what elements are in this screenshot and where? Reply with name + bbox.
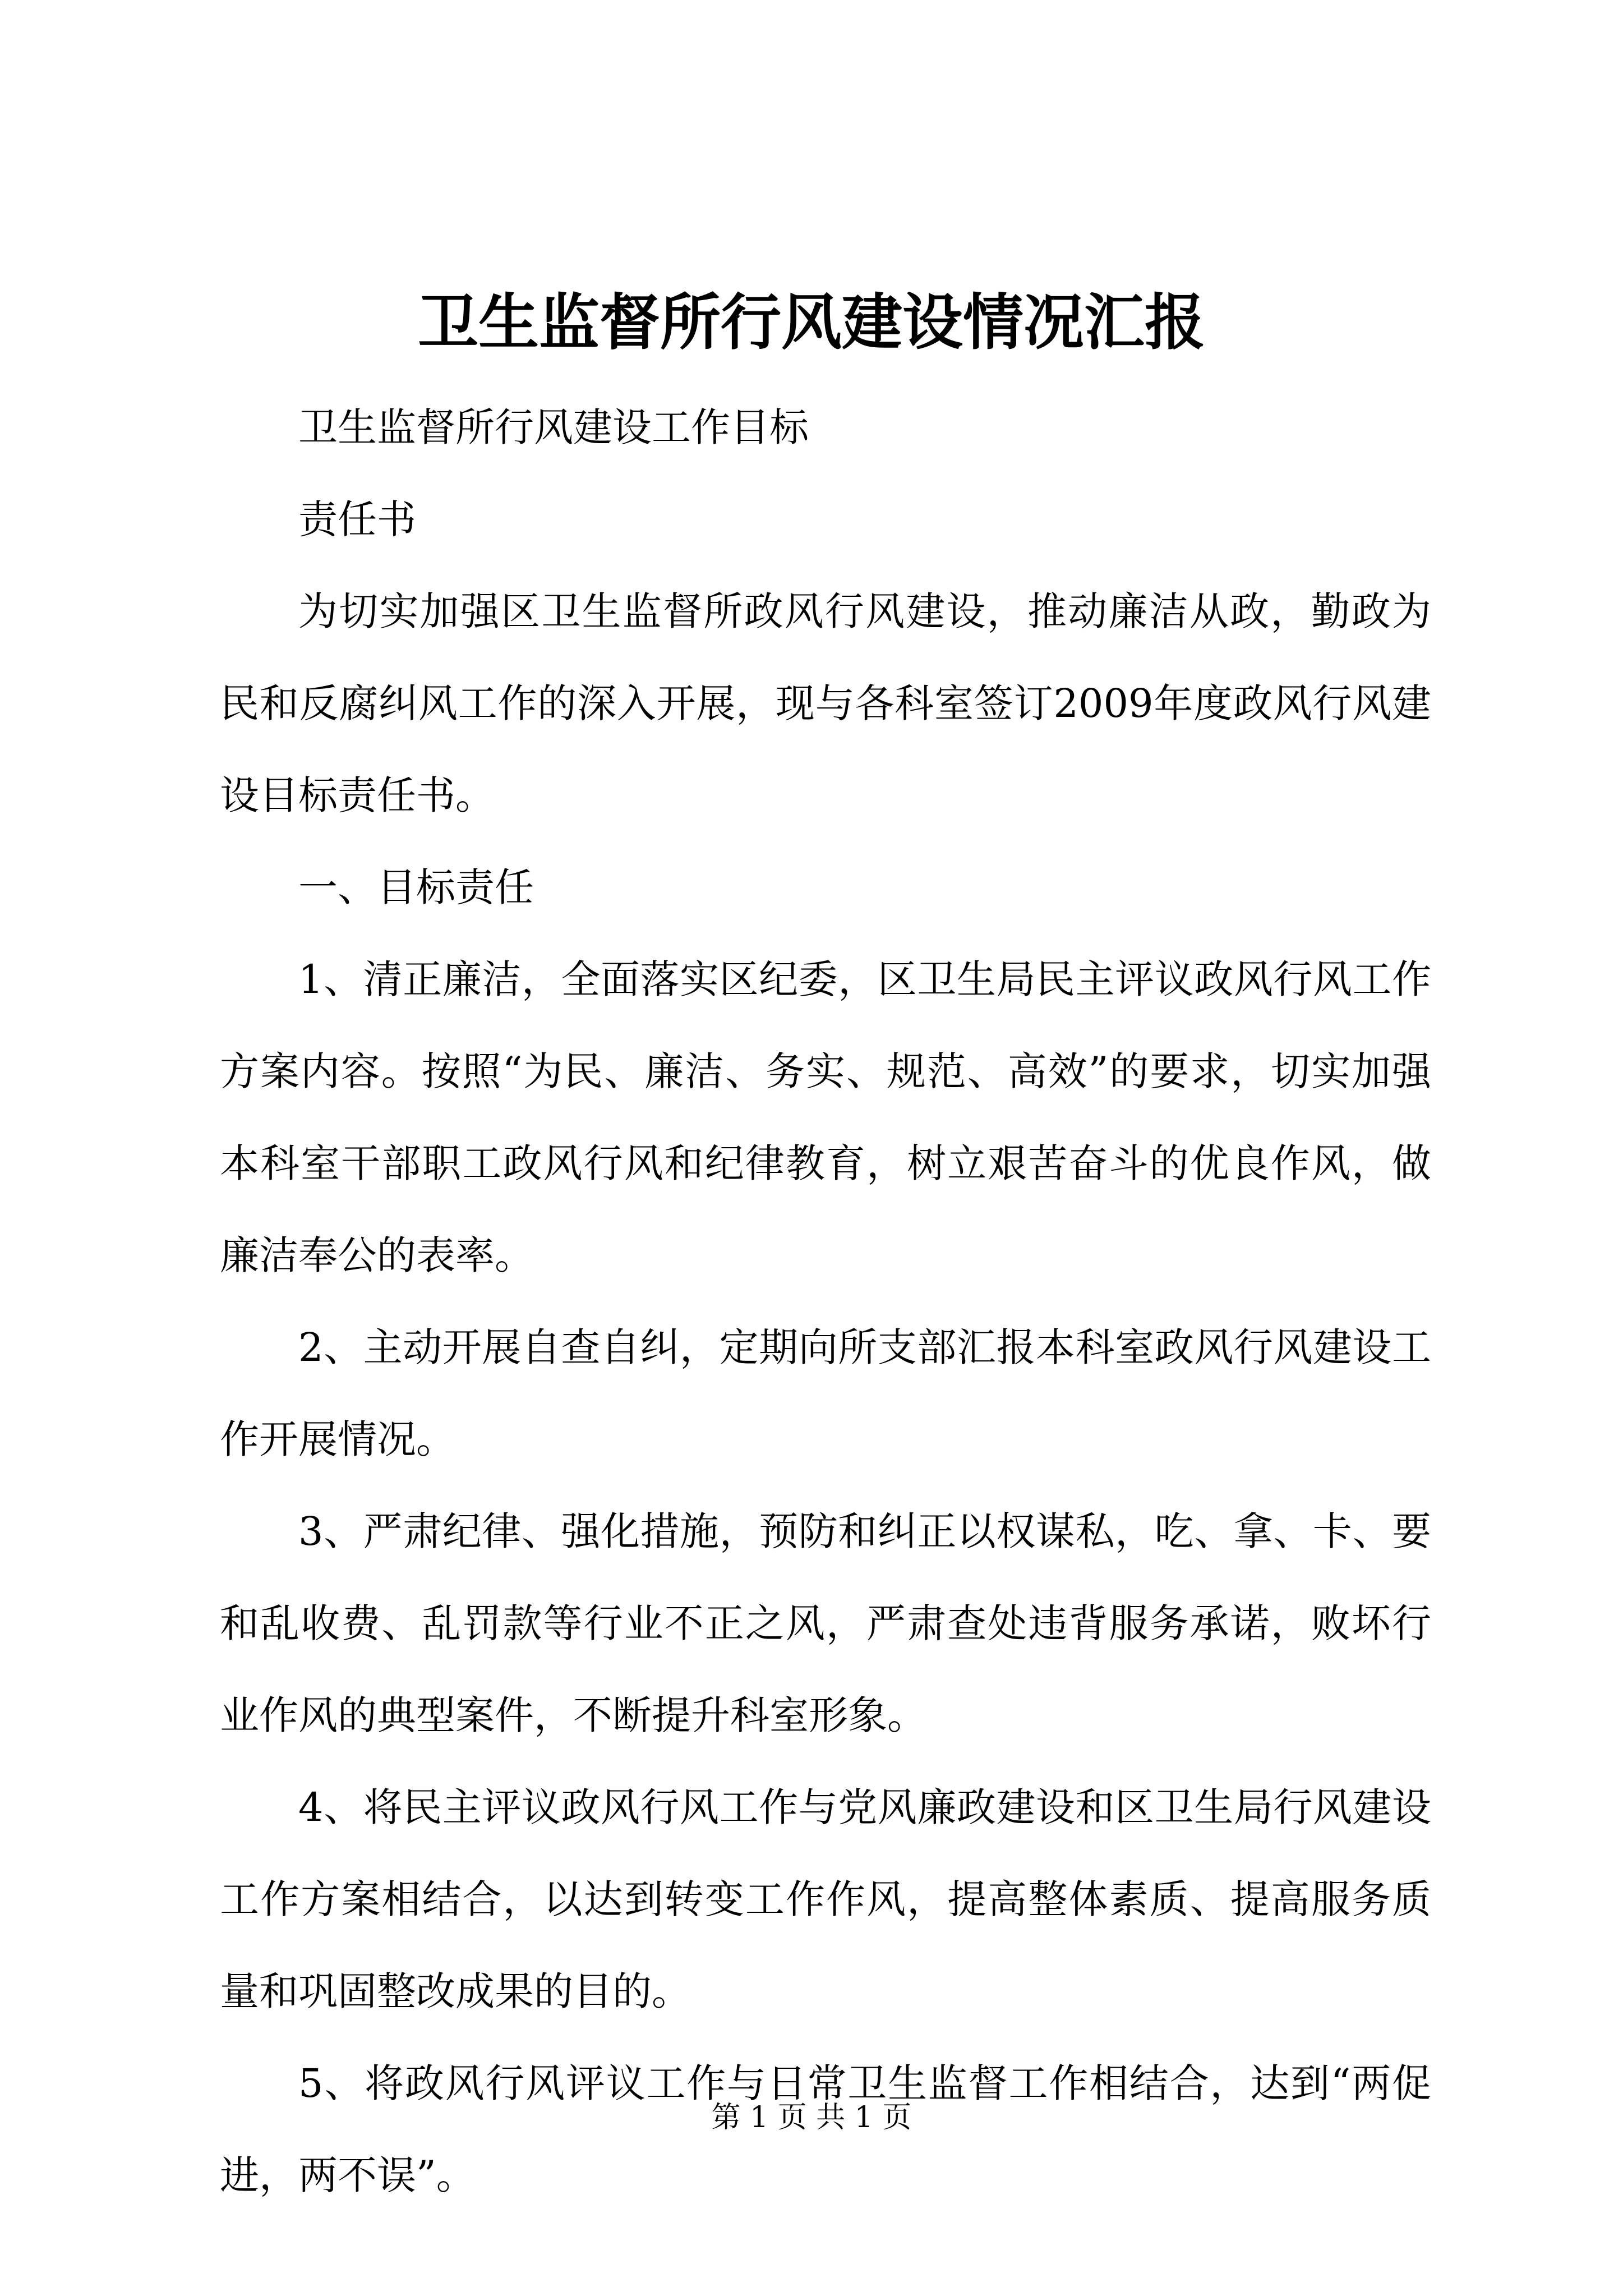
paragraph-item-3: 3、严肃纪律、强化措施，预防和纠正以权谋私，吃、拿、卡、要和乱收费、乱罚款等行业不正之风，严肃查处违背服务承诺，败坏行业作风的典型案件，不断提升科室形象。 (220, 1508, 1431, 1738)
paragraph-item-4: 4、将民主评议政风行风工作与党风廉政建设和区卫生局行风建设工作方案相结合，以达到转变工作作风，提高整体素质、提高服务质量和巩固整改成果的目的。 (220, 1784, 1431, 2014)
page-footer: 第 1 页 共 1 页 (711, 2101, 912, 2134)
section-heading: 一、目标责任 (298, 864, 534, 910)
paragraph-intro: 为切实加强区卫生监督所政风行风建设，推动廉洁从政，勤政为民和反腐纠风工作的深入开展，现与各科室签订2009年度政风行风建设目标责任书。 (220, 588, 1431, 818)
paragraph-item-5: 5、将政风行风评议工作与日常卫生监督工作相结合，达到“两促进，两不误”。 (220, 2060, 1431, 2198)
paragraph-item-1: 1、清正廉洁，全面落实区纪委，区卫生局民主评议政风行风工作方案内容。按照“为民、廉洁、务实、规范、高效”的要求，切实加强本科室干部职工政风行风和纪律教育，树立艰苦奋斗的优良作风，做廉洁奉公的表率。 (220, 956, 1431, 1278)
document-title: 卫生监督所行风建设情况汇报 (417, 287, 1205, 358)
paragraph-subtitle-2: 责任书 (298, 496, 416, 542)
document-body (220, 381, 1431, 2221)
paragraph-subtitle: 卫生监督所行风建设工作目标 (298, 404, 809, 450)
paragraph-item-2: 2、主动开展自查自纠，定期向所支部汇报本科室政风行风建设工作开展情况。 (220, 1324, 1431, 1462)
